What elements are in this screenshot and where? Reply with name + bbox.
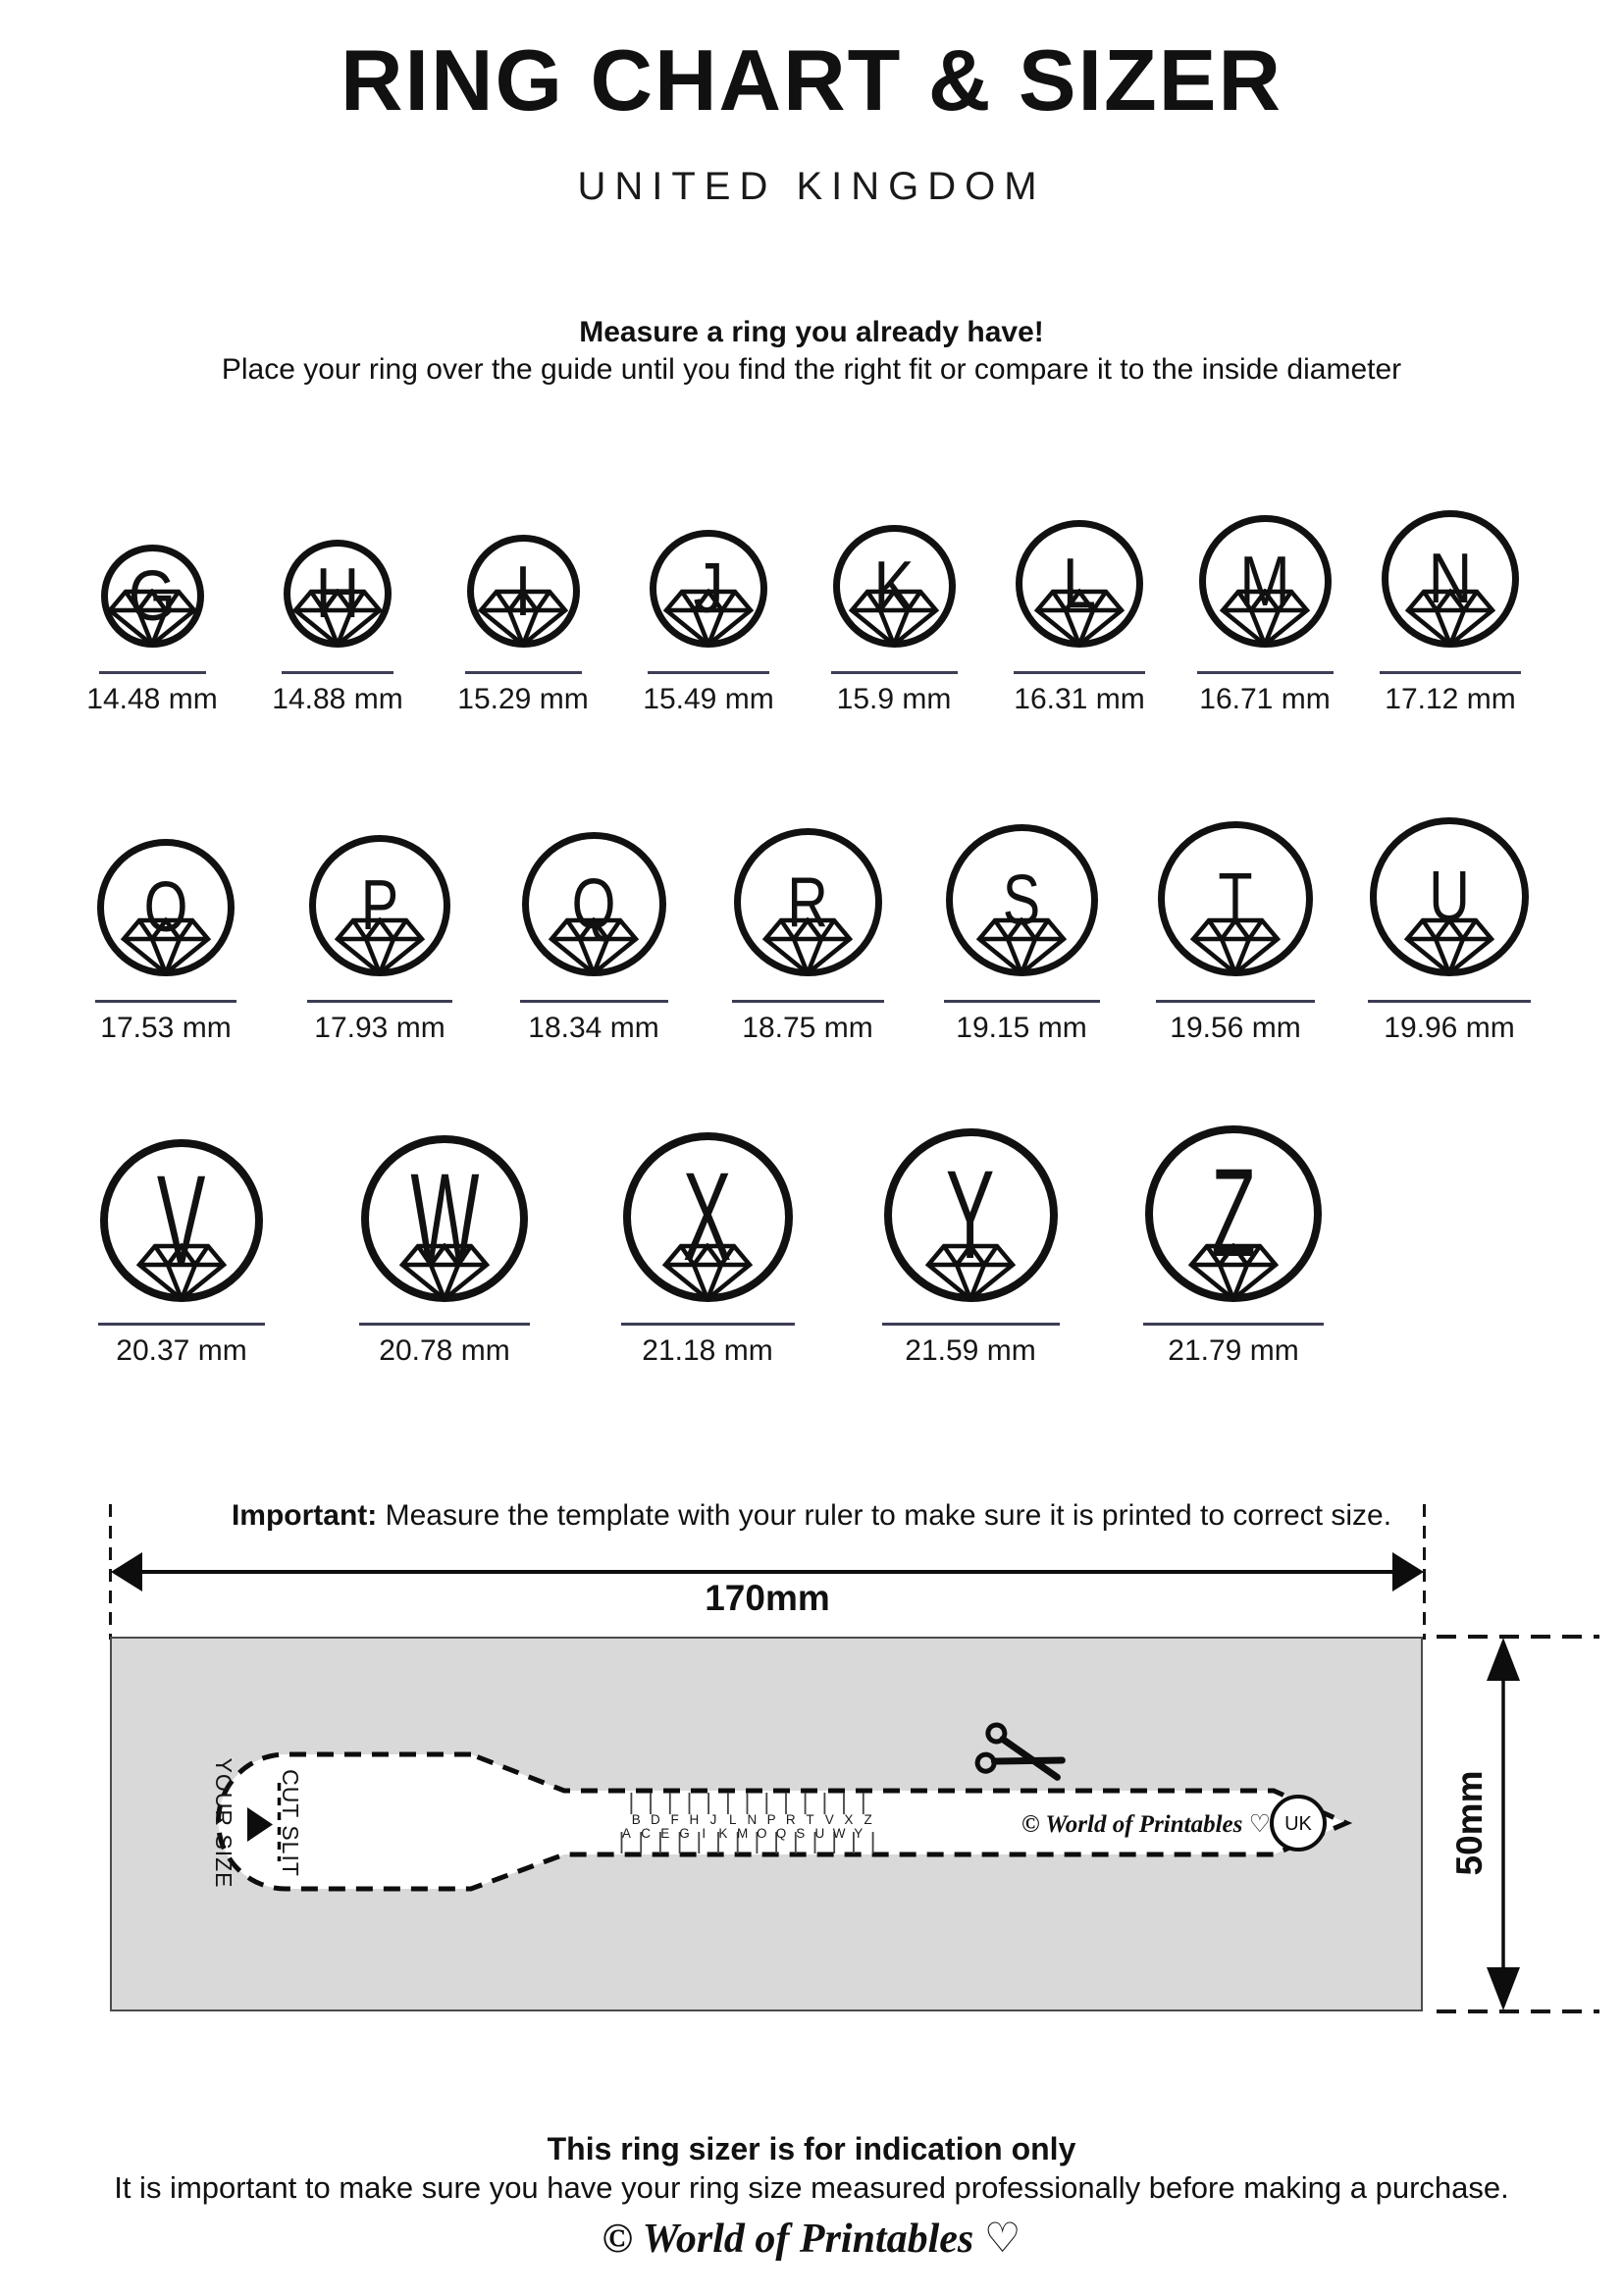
- your-size-label: YOUR SIZE: [211, 1757, 236, 1889]
- ring-letter: W: [409, 1148, 480, 1288]
- ring-row-o-u: [0, 766, 1623, 1045]
- ring-icon: [946, 766, 1098, 976]
- ring-icon: [284, 459, 392, 648]
- important-text: Measure the template with your ruler to make sure it is printed to correct size.: [385, 1499, 1392, 1532]
- size-underline: [732, 1000, 884, 1003]
- ring-icon: [884, 1074, 1058, 1302]
- scale-letter: R: [785, 1812, 796, 1827]
- ring-icon: [1145, 1074, 1322, 1302]
- scale-letter: P: [766, 1812, 776, 1827]
- ring-icon: [361, 1074, 528, 1302]
- ring-letter: G: [128, 556, 177, 636]
- size-underline: [98, 1323, 265, 1326]
- ring-icon: [97, 766, 235, 976]
- size-underline: [359, 1323, 530, 1326]
- ring-icon: [833, 459, 956, 648]
- height-label: 50mm: [1449, 1770, 1490, 1876]
- ring-size-item: [74, 459, 231, 716]
- size-underline: [1380, 671, 1521, 674]
- ring-diameter-label: 21.18 mm: [642, 1334, 773, 1367]
- ring-icon: [1016, 459, 1143, 648]
- ring-diameter-label: 15.49 mm: [643, 683, 774, 715]
- scale-letter: N: [747, 1812, 758, 1827]
- ring-letter: L: [1062, 545, 1097, 623]
- ring-diameter-label: 19.56 mm: [1170, 1012, 1301, 1044]
- sizer-brand-signature: © World of Printables ♡: [1021, 1811, 1272, 1838]
- ring-letter: S: [1002, 861, 1041, 940]
- ring-letter: Z: [1211, 1143, 1256, 1283]
- size-underline: [1143, 1323, 1324, 1326]
- ring-diameter-label: 18.75 mm: [742, 1012, 873, 1044]
- uk-badge-label: UK: [1284, 1813, 1312, 1835]
- ring-size-item: [1152, 766, 1319, 1045]
- size-underline: [465, 671, 582, 674]
- scale-letter: J: [709, 1812, 717, 1827]
- scale-letter: B: [631, 1812, 641, 1827]
- ring-circle: [623, 1132, 793, 1302]
- ring-size-item: [351, 1074, 538, 1368]
- size-underline: [1197, 671, 1334, 674]
- size-underline: [882, 1323, 1060, 1326]
- scale-letter: Y: [854, 1826, 864, 1841]
- ring-icon: [467, 459, 580, 648]
- scale-letter: K: [718, 1826, 728, 1841]
- scale-letter: L: [729, 1812, 737, 1827]
- ring-icon: [1370, 766, 1529, 976]
- ring-circle: [361, 1135, 528, 1302]
- ring-row-v-z: [0, 1074, 1623, 1368]
- scale-letter: H: [689, 1812, 700, 1827]
- ring-size-item: [614, 1074, 801, 1368]
- ring-size-item: [724, 766, 891, 1045]
- height-arrow-bottom-head: [1487, 1967, 1520, 2010]
- ring-size-item: [445, 459, 602, 716]
- scale-letter: M: [736, 1826, 749, 1841]
- ring-diameter-label: 16.71 mm: [1199, 683, 1331, 715]
- ring-letter: X: [683, 1146, 732, 1287]
- scale-letter: F: [670, 1812, 679, 1827]
- ring-diameter-label: 14.88 mm: [272, 683, 403, 715]
- height-arrow-top-head: [1487, 1638, 1520, 1681]
- ring-circle: [100, 1139, 263, 1302]
- instructions-heading: Measure a ring you already have!: [579, 316, 1044, 348]
- ring-size-item: [630, 459, 787, 716]
- ring-icon: [1158, 766, 1313, 976]
- ring-size-item: [815, 459, 972, 716]
- scale-letter: Z: [864, 1812, 872, 1827]
- ring-diameter-label: 17.12 mm: [1385, 683, 1516, 715]
- ring-size-item: [88, 1074, 275, 1368]
- scale-letter: Q: [775, 1826, 787, 1841]
- ring-diameter-label: 17.93 mm: [314, 1012, 445, 1044]
- ring-diameter-label: 21.79 mm: [1168, 1334, 1299, 1367]
- ring-diameter-label: 20.78 mm: [379, 1334, 510, 1367]
- scale-letter: V: [824, 1812, 834, 1827]
- ring-letter: K: [873, 547, 915, 626]
- ring-letter: J: [693, 549, 724, 628]
- size-underline: [307, 1000, 452, 1003]
- ring-letter: V: [157, 1150, 206, 1290]
- ring-circle: [1145, 1125, 1322, 1302]
- ring-icon: [1382, 459, 1519, 648]
- ring-diameter-label: 19.15 mm: [956, 1012, 1087, 1044]
- scale-letter: D: [651, 1812, 660, 1827]
- scale-letter: X: [844, 1812, 854, 1827]
- ring-icon: [1199, 459, 1332, 648]
- ring-letter: Q: [571, 864, 616, 944]
- scale-letter: A: [621, 1826, 631, 1841]
- ring-diameter-label: 21.59 mm: [905, 1334, 1036, 1367]
- size-underline: [648, 671, 769, 674]
- ring-icon: [623, 1074, 793, 1302]
- ring-letter: R: [787, 862, 828, 942]
- scale-letter: E: [660, 1826, 670, 1841]
- ring-diameter-label: 14.48 mm: [86, 683, 218, 715]
- size-underline: [1156, 1000, 1315, 1003]
- ring-size-item: [82, 766, 249, 1045]
- scale-letter: U: [814, 1826, 825, 1841]
- ring-letter: P: [360, 866, 399, 945]
- instructions-body: Place your ring over the guide until you find the right fit or compare it to the inside diameter: [221, 353, 1402, 386]
- ring-size-item: [1372, 459, 1529, 716]
- width-measure-graphic: [0, 1496, 1623, 1644]
- ring-icon: [650, 459, 767, 648]
- size-underline: [621, 1323, 795, 1326]
- ring-diameter-label: 18.34 mm: [528, 1012, 659, 1044]
- scale-letter: I: [702, 1826, 707, 1841]
- width-label: 170mm: [705, 1578, 830, 1618]
- ring-letter: N: [1428, 540, 1473, 618]
- footer-body: It is important to make sure you have your ring size measured professionally before making a purchase.: [114, 2170, 1509, 2205]
- size-underline: [1368, 1000, 1531, 1003]
- ring-diameter-label: 20.37 mm: [116, 1334, 247, 1367]
- size-underline: [944, 1000, 1100, 1003]
- footer-heading: This ring sizer is for indication only: [547, 2131, 1076, 2166]
- ring-size-item: [259, 459, 416, 716]
- scale-letter: S: [796, 1826, 806, 1841]
- ring-letter: Y: [946, 1144, 995, 1285]
- scale-letter: T: [806, 1812, 814, 1827]
- ring-diameter-label: 19.96 mm: [1384, 1012, 1515, 1044]
- ring-letter: O: [143, 868, 188, 947]
- ring-letter: I: [514, 551, 532, 631]
- ring-icon: [100, 1074, 263, 1302]
- ring-size-item: [1140, 1074, 1327, 1368]
- ring-letter: M: [1239, 542, 1290, 621]
- ring-letter: T: [1218, 860, 1253, 938]
- scale-letter: W: [832, 1826, 846, 1841]
- size-underline: [282, 671, 393, 674]
- ring-size-item: [1366, 766, 1533, 1045]
- size-underline: [520, 1000, 668, 1003]
- size-underline: [831, 671, 958, 674]
- important-label: Important:: [231, 1499, 378, 1532]
- size-underline: [1014, 671, 1145, 674]
- ring-icon: [734, 766, 882, 976]
- scale-letter: C: [641, 1826, 651, 1841]
- size-underline: [95, 1000, 236, 1003]
- scale-letter: O: [757, 1826, 767, 1841]
- ring-diameter-label: 16.31 mm: [1014, 683, 1145, 715]
- ring-diameter-label: 17.53 mm: [100, 1012, 232, 1044]
- ring-size-item: [296, 766, 463, 1045]
- ring-icon: [101, 459, 204, 648]
- ring-icon: [522, 766, 666, 976]
- page-subtitle: UNITED KINGDOM: [577, 165, 1046, 208]
- ring-diameter-label: 15.29 mm: [457, 683, 589, 715]
- ring-size-item: [877, 1074, 1064, 1368]
- page-title: RING CHART & SIZER: [340, 31, 1283, 129]
- scale-letter: G: [679, 1826, 690, 1841]
- size-underline: [99, 671, 206, 674]
- ring-letter: H: [315, 554, 360, 633]
- ring-icon: [309, 766, 450, 976]
- footer-brand-signature: © World of Printables ♡: [602, 2217, 1021, 2262]
- ring-size-item: [510, 766, 677, 1045]
- ring-size-item: [938, 766, 1105, 1045]
- ring-diameter-label: 15.9 mm: [836, 683, 952, 715]
- cut-slit-label: CUT SLIT: [278, 1769, 303, 1877]
- ring-circle: [884, 1128, 1058, 1302]
- sizer-panel: [110, 1637, 1423, 2011]
- ring-row-g-n: [0, 459, 1623, 716]
- ring-letter: U: [1429, 858, 1470, 936]
- ring-size-item: [1001, 459, 1158, 716]
- ring-size-item: [1186, 459, 1343, 716]
